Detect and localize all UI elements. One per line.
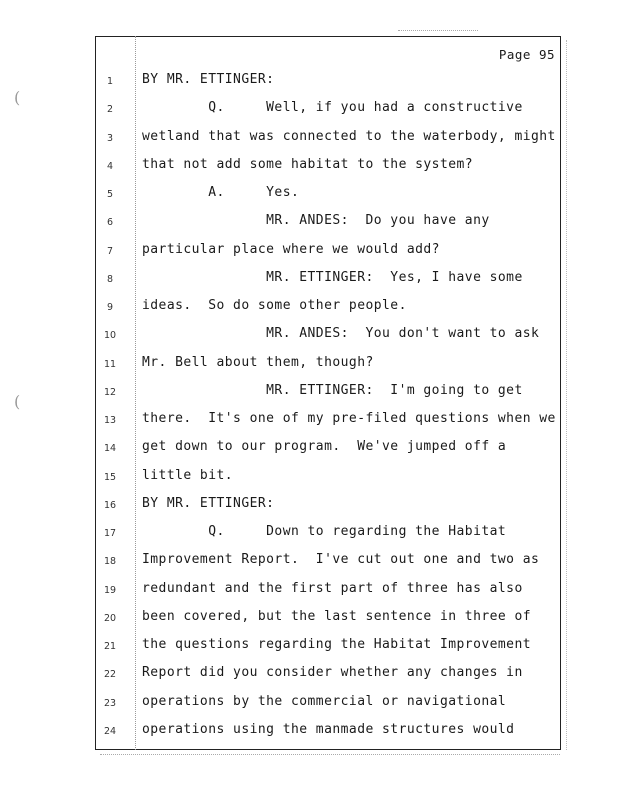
line-number: 9 (106, 302, 114, 313)
transcript-line (0, 439, 618, 471)
transcript-line (0, 156, 618, 189)
line-text: been covered, but the last sentence in three of (142, 608, 532, 624)
line-text: MR. ANDES: You don't want to ask (142, 326, 540, 342)
line-number: 10 (103, 330, 117, 342)
transcript-line (0, 467, 618, 500)
line-number: 6 (106, 217, 114, 229)
line-text: MR. ETTINGER: Yes, I have some (142, 269, 523, 285)
line-number: 19 (103, 584, 117, 596)
line-number: 17 (103, 528, 117, 539)
line-text: BY MR. ETTINGER: (142, 72, 275, 87)
line-text: redundant and the first part of three has also (142, 580, 523, 596)
line-text: MR. ANDES: Do you have any (142, 213, 490, 229)
line-number: 22 (103, 669, 117, 681)
line-number: 1 (106, 76, 114, 87)
transcript-line (0, 721, 618, 754)
line-text: wetland that was connected to the waterbody, might (142, 128, 556, 144)
line-number: 2 (106, 104, 114, 116)
line-text: operations using the manmade structures would (142, 721, 515, 737)
line-number: 18 (103, 556, 117, 568)
line-text: particular place where we would add? (142, 241, 440, 257)
left-margin-mark-top: ( (14, 88, 21, 107)
line-number: 4 (106, 160, 114, 172)
line-text: operations by the commercial or navigational (142, 693, 507, 709)
line-text: Improvement Report. I've cut out one and two as (142, 552, 540, 568)
line-text: A. Yes. (142, 185, 300, 200)
left-margin-mark-middle: ( (14, 392, 21, 411)
line-number: 3 (106, 132, 114, 144)
line-number: 15 (103, 471, 117, 483)
line-text: Q. Well, if you had a constructive (142, 100, 523, 116)
line-number: 23 (103, 697, 117, 709)
line-text: the questions regarding the Habitat Improvement (142, 637, 532, 652)
line-number: 20 (103, 612, 117, 624)
line-number: 21 (103, 641, 117, 652)
line-number: 7 (106, 245, 114, 257)
line-text: little bit. (142, 467, 234, 483)
line-number: 11 (103, 358, 117, 370)
line-text: Mr. Bell about them, though? (142, 354, 374, 370)
line-text: Report did you consider whether any changes in (142, 665, 523, 681)
line-text: that not add some habitat to the system? (142, 156, 474, 172)
line-number: 8 (106, 273, 114, 285)
line-text: ideas. So do some other people. (142, 298, 407, 313)
line-number: 5 (106, 189, 114, 200)
line-text: get down to our program. We've jumped off a (142, 439, 507, 455)
line-number: 14 (103, 443, 117, 455)
line-text: MR. ETTINGER: I'm going to get (142, 382, 523, 398)
line-number: 24 (103, 725, 117, 737)
line-text: BY MR. ETTINGER: (142, 495, 275, 511)
page-number: Page 95 (498, 47, 555, 62)
line-number: 16 (103, 499, 117, 511)
line-number: 12 (103, 386, 117, 398)
line-text: there. It's one of my pre-filed questions when we (142, 411, 556, 426)
line-text: Q. Down to regarding the Habitat (142, 524, 507, 539)
line-number: 13 (103, 415, 117, 426)
